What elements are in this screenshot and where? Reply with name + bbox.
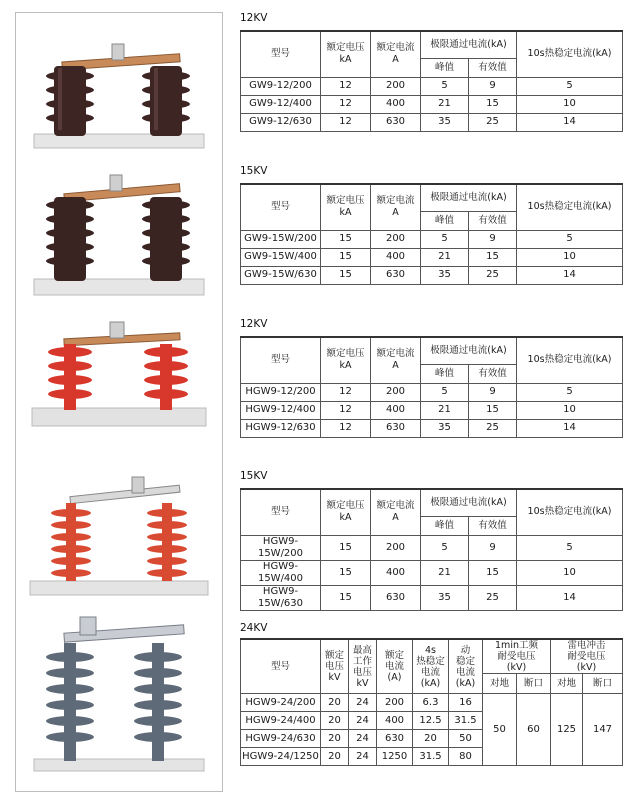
cell-current: 200	[371, 535, 421, 560]
cell-model: HGW9-15W/630	[241, 585, 321, 610]
header-peak: 峰值	[421, 516, 469, 535]
cell-peak: 35	[421, 113, 469, 131]
header-thermal-current: 4s 热稳定 电流 (kA)	[413, 639, 449, 694]
cell-current: 630	[377, 730, 413, 748]
product-photo-hgw9-15w	[24, 473, 214, 603]
cell-model: GW9-12/400	[241, 95, 321, 113]
cell-current: 630	[371, 585, 421, 610]
cell-current: 630	[371, 419, 421, 437]
table-row	[241, 535, 623, 560]
cell-rms: 15	[469, 401, 517, 419]
header-dynamic-current: 动 稳定 电流 (kA)	[449, 639, 483, 694]
cell-rms: 9	[469, 535, 517, 560]
cell-peak: 5	[421, 535, 469, 560]
cell-pf-across: 60	[517, 694, 551, 766]
cell-voltage: 20	[321, 694, 349, 712]
table-row	[241, 95, 623, 113]
cell-model: HGW9-15W/200	[241, 535, 321, 560]
header-limit-current: 极限通过电流(kA)	[421, 31, 517, 58]
cell-dynamic: 50	[449, 730, 483, 748]
section-label-2: 15KV	[240, 165, 268, 177]
cell-li-across: 147	[583, 694, 623, 766]
cell-li-ground: 125	[551, 694, 583, 766]
cell-max-voltage: 24	[349, 694, 377, 712]
header-rated-voltage: 额定电压 kA	[321, 489, 371, 535]
cell-voltage: 15	[321, 585, 371, 610]
cell-voltage: 20	[321, 730, 349, 748]
cell-model: HGW9-12/200	[241, 383, 321, 401]
cell-model: GW9-12/630	[241, 113, 321, 131]
cell-rms: 25	[469, 113, 517, 131]
table-row	[241, 419, 623, 437]
cell-model: HGW9-24/1250	[241, 748, 321, 766]
cell-peak: 35	[421, 419, 469, 437]
cell-rms: 15	[469, 248, 517, 266]
cell-voltage: 12	[321, 95, 371, 113]
header-across-break: 断口	[583, 674, 623, 694]
cell-current: 400	[371, 248, 421, 266]
header-rated-voltage: 额定电压 kA	[321, 184, 371, 230]
header-rated-current: 额定电流 A	[371, 337, 421, 383]
header-model: 型号	[241, 639, 321, 694]
cell-rms: 25	[469, 266, 517, 284]
cell-thermal: 10	[517, 401, 623, 419]
cell-thermal: 5	[517, 77, 623, 95]
cell-model: HGW9-24/200	[241, 694, 321, 712]
cell-current: 630	[371, 266, 421, 284]
cell-model: GW9-15W/200	[241, 230, 321, 248]
header-rated-voltage: 额定电压 kA	[321, 31, 371, 77]
cell-current: 400	[371, 401, 421, 419]
cell-thermal: 14	[517, 419, 623, 437]
header-max-voltage: 最高 工作 电压 kV	[349, 639, 377, 694]
cell-max-voltage: 24	[349, 730, 377, 748]
cell-thermal: 5	[517, 535, 623, 560]
cell-peak: 5	[421, 77, 469, 95]
cell-thermal: 10	[517, 95, 623, 113]
cell-voltage: 15	[321, 535, 371, 560]
header-model: 型号	[241, 489, 321, 535]
header-rated-current: 额定电流 A	[371, 31, 421, 77]
cell-model: HGW9-24/630	[241, 730, 321, 748]
table-row	[241, 401, 623, 419]
header-peak: 峰值	[421, 364, 469, 383]
cell-dynamic: 31.5	[449, 712, 483, 730]
cell-voltage: 20	[321, 712, 349, 730]
cell-peak: 21	[421, 560, 469, 585]
cell-dynamic: 16	[449, 694, 483, 712]
cell-thermal: 10	[517, 248, 623, 266]
cell-thermal: 5	[517, 230, 623, 248]
cell-rms: 15	[469, 95, 517, 113]
header-model: 型号	[241, 337, 321, 383]
section-label-3: 12KV	[240, 318, 268, 330]
header-to-ground: 对地	[551, 674, 583, 694]
header-rated-current: 额定电流 A	[371, 489, 421, 535]
cell-rms: 25	[469, 585, 517, 610]
header-model: 型号	[241, 31, 321, 77]
cell-model: GW9-15W/630	[241, 266, 321, 284]
header-thermal-current: 10s热稳定电流(kA)	[517, 337, 623, 383]
cell-voltage: 12	[321, 113, 371, 131]
cell-model: HGW9-24/400	[241, 712, 321, 730]
cell-max-voltage: 24	[349, 748, 377, 766]
cell-voltage: 15	[321, 248, 371, 266]
table-row	[241, 113, 623, 131]
header-limit-current: 极限通过电流(kA)	[421, 337, 517, 364]
header-limit-current: 极限通过电流(kA)	[421, 489, 517, 516]
cell-current: 400	[371, 560, 421, 585]
header-model: 型号	[241, 184, 321, 230]
header-to-ground: 对地	[483, 674, 517, 694]
cell-thermal: 31.5	[413, 748, 449, 766]
header-peak: 峰值	[421, 211, 469, 230]
cell-peak: 21	[421, 95, 469, 113]
table-row	[241, 560, 623, 585]
cell-rms: 9	[469, 77, 517, 95]
cell-current: 1250	[377, 748, 413, 766]
cell-max-voltage: 24	[349, 712, 377, 730]
header-rated-voltage: 额定电压 kA	[321, 337, 371, 383]
product-photo-hgw9-12	[24, 318, 214, 433]
cell-voltage: 12	[321, 77, 371, 95]
cell-rms: 25	[469, 419, 517, 437]
cell-current: 200	[371, 230, 421, 248]
cell-voltage: 12	[321, 401, 371, 419]
cell-model: GW9-15W/400	[241, 248, 321, 266]
table-row	[241, 230, 623, 248]
cell-thermal: 5	[517, 383, 623, 401]
cell-model: HGW9-15W/400	[241, 560, 321, 585]
product-photo-column	[15, 12, 223, 792]
spec-table-1	[240, 30, 623, 132]
cell-peak: 5	[421, 383, 469, 401]
cell-voltage: 15	[321, 266, 371, 284]
cell-thermal: 14	[517, 585, 623, 610]
header-rms: 有效值	[469, 516, 517, 535]
table-row	[241, 694, 623, 712]
cell-peak: 35	[421, 266, 469, 284]
cell-thermal: 14	[517, 113, 623, 131]
header-rms: 有效值	[469, 211, 517, 230]
product-photo-hgw9-24	[24, 613, 214, 783]
section-label-1: 12KV	[240, 12, 268, 24]
header-rated-current: 额定 电流 (A)	[377, 639, 413, 694]
cell-model: HGW9-12/630	[241, 419, 321, 437]
cell-current: 630	[371, 113, 421, 131]
cell-peak: 21	[421, 248, 469, 266]
cell-pf-ground: 50	[483, 694, 517, 766]
cell-voltage: 12	[321, 383, 371, 401]
spec-table-3	[240, 336, 623, 438]
spec-table-2	[240, 183, 623, 285]
header-thermal-current: 10s热稳定电流(kA)	[517, 489, 623, 535]
cell-model: GW9-12/200	[241, 77, 321, 95]
cell-thermal: 10	[517, 560, 623, 585]
header-rated-voltage: 额定 电压 kV	[321, 639, 349, 694]
cell-thermal: 20	[413, 730, 449, 748]
cell-rms: 9	[469, 230, 517, 248]
cell-voltage: 15	[321, 230, 371, 248]
cell-current: 200	[371, 383, 421, 401]
spec-table-24kv	[240, 638, 623, 766]
cell-peak: 35	[421, 585, 469, 610]
header-lightning-withstand: 雷电冲击 耐受电压 (kV)	[551, 639, 623, 674]
header-rated-current: 额定电流 A	[371, 184, 421, 230]
section-label-4: 15KV	[240, 470, 268, 482]
cell-dynamic: 80	[449, 748, 483, 766]
spec-table-4	[240, 488, 623, 611]
cell-current: 400	[371, 95, 421, 113]
cell-current: 200	[377, 694, 413, 712]
cell-rms: 9	[469, 383, 517, 401]
cell-thermal: 12.5	[413, 712, 449, 730]
header-across-break: 断口	[517, 674, 551, 694]
cell-voltage: 15	[321, 560, 371, 585]
header-peak: 峰值	[421, 58, 469, 77]
header-thermal-current: 10s热稳定电流(kA)	[517, 184, 623, 230]
cell-voltage: 20	[321, 748, 349, 766]
cell-current: 400	[377, 712, 413, 730]
cell-voltage: 12	[321, 419, 371, 437]
cell-rms: 15	[469, 560, 517, 585]
header-rms: 有效值	[469, 364, 517, 383]
header-thermal-current: 10s热稳定电流(kA)	[517, 31, 623, 77]
cell-thermal: 6.3	[413, 694, 449, 712]
cell-peak: 21	[421, 401, 469, 419]
table-row	[241, 585, 623, 610]
table-row	[241, 383, 623, 401]
cell-model: HGW9-12/400	[241, 401, 321, 419]
product-photo-gw9-15w	[24, 173, 214, 303]
table-row	[241, 77, 623, 95]
table-row	[241, 266, 623, 284]
header-limit-current: 极限通过电流(kA)	[421, 184, 517, 211]
section-label-5: 24KV	[240, 622, 268, 634]
header-power-frequency-withstand: 1min工频 耐受电压 (kV)	[483, 639, 551, 674]
product-photo-gw9-12	[24, 38, 214, 158]
cell-peak: 5	[421, 230, 469, 248]
cell-thermal: 14	[517, 266, 623, 284]
header-rms: 有效值	[469, 58, 517, 77]
cell-current: 200	[371, 77, 421, 95]
table-row	[241, 248, 623, 266]
